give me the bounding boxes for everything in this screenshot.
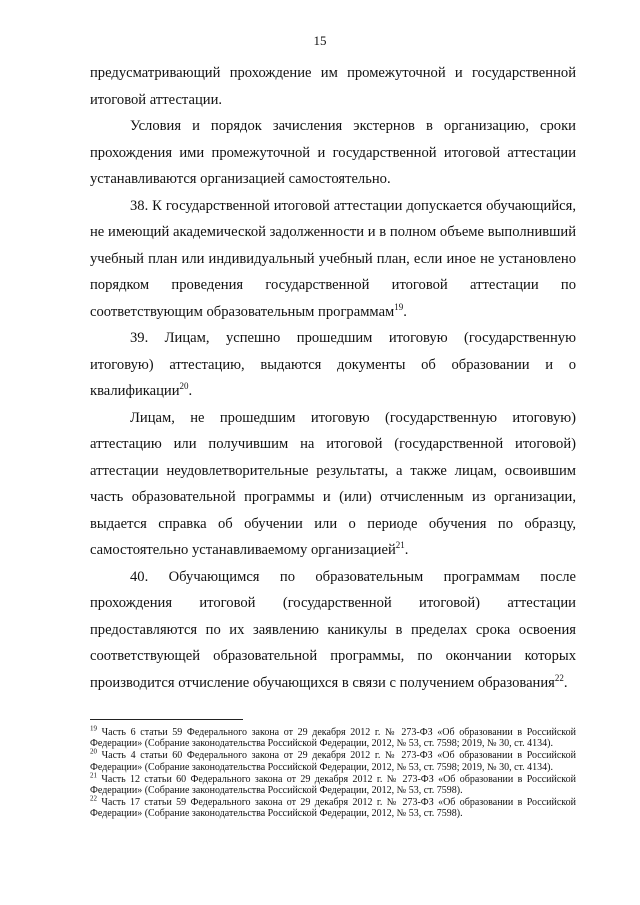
paragraph-continuation — [90, 60, 576, 113]
paragraph-text: предусматривающий прохождение им промежуточной и государственной итоговой аттестации. — [90, 65, 576, 108]
footnote-text: Часть 6 статьи 59 Федерального закона от 29 декабря 2012 г. № 273-ФЗ «Об образовании в Российской Федерации» (Собрание законодательства Российской Федерации, 2012, № 53, ст. 7598; 2019, № 30, ст. 4134). — [90, 727, 577, 750]
paragraph-end-punct: . — [563, 674, 568, 691]
footnote-20 — [90, 750, 576, 772]
paragraph-end-punct: . — [404, 542, 409, 558]
footnote-19 — [90, 724, 577, 750]
footnote-text: Часть 4 статьи 60 Федерального закона от 29 декабря 2012 г. № 273-ФЗ «Об образовании в Российской Федерации» (Собрание законодательства Российской Федерации, 2012, № 53, ст. 7598; 2019, № 30, ст. 4134). — [90, 750, 577, 773]
footnote-ref-21[interactable]: 21 — [395, 540, 405, 551]
footnote-text: Часть 17 статьи 59 Федерального закона от 29 декабря 2012 г. № 273-ФЗ «Об образовании в Российской Федерации» (Собрание законодательства Российской Федерации, 2012, № 53, ст. 7598). — [90, 797, 576, 820]
paragraph-text: 40. Обучающимся по образовательным программам после прохождения итоговой (государственной итоговой) аттестации предоставляются по их заявлению каникулы в пределах срока освоения соответствующей образовательной программы, по окончании которых производится отчисление обучающихся в связи с получением образования — [90, 568, 576, 691]
body-text — [90, 60, 576, 696]
paragraph-text: Лицам, не прошедшим итоговую (государственную итоговую) аттестацию или получившим на итоговой (государственной итоговой) аттестации неудовлетворительные результаты, а также лицам, освоившим часть образовательной программы и (или) отчисленным из организации, выдается справка об обучении или о периоде обучения по образцу, самостоятельно устанавливаемому организацией — [90, 409, 576, 558]
paragraph-text: Условия и порядок зачисления экстернов в организацию, сроки прохождения ими промежуточной и государственной итоговой аттестации устанавливаются организацией самостоятельно. — [90, 118, 576, 187]
footnote-ref-19[interactable]: 19 — [394, 301, 404, 312]
paragraph-text: 39. Лицам, успешно прошедшим итоговую (государственную итоговую) аттестацию, выдаются документы об образовании и о квалификации — [90, 330, 576, 399]
footnote-ref-20[interactable]: 20 — [179, 381, 189, 392]
footnote-21 — [90, 771, 576, 797]
footnote-text: Часть 12 статьи 60 Федерального закона от 29 декабря 2012 г. № 273-ФЗ «Об образовании в Российской Федерации» (Собрание законодательства Российской Федерации, 2012, № 53, ст. 7598). — [90, 773, 576, 797]
paragraph-39 — [90, 325, 576, 405]
paragraph-text: 38. К государственной итоговой аттестации допускается обучающийся, не имеющий академической задолженности и в полном объеме выполнивший учебный план или индивидуальный учебный план, если иное не установлено порядком проведения государственной итоговой аттестации по соответствующим образовательным программам — [90, 197, 576, 320]
footnote-ref-22[interactable]: 22 — [554, 672, 564, 683]
paragraph-extern-conditions — [90, 113, 576, 193]
footnote-number: 21 — [90, 771, 97, 780]
paragraph-38 — [90, 193, 576, 326]
paragraph-end-punct: . — [403, 303, 407, 320]
page-number: 15 — [313, 33, 327, 48]
footnotes — [90, 724, 577, 821]
footnote-number: 20 — [90, 748, 97, 757]
paragraph-end-punct: . — [188, 383, 193, 399]
footnote-number: 19 — [90, 724, 97, 733]
footnote-separator — [90, 719, 243, 720]
paragraph-certificate — [90, 405, 576, 564]
paragraph-40 — [90, 564, 576, 697]
footnote-number: 22 — [90, 794, 97, 803]
footnote-22 — [90, 794, 576, 820]
